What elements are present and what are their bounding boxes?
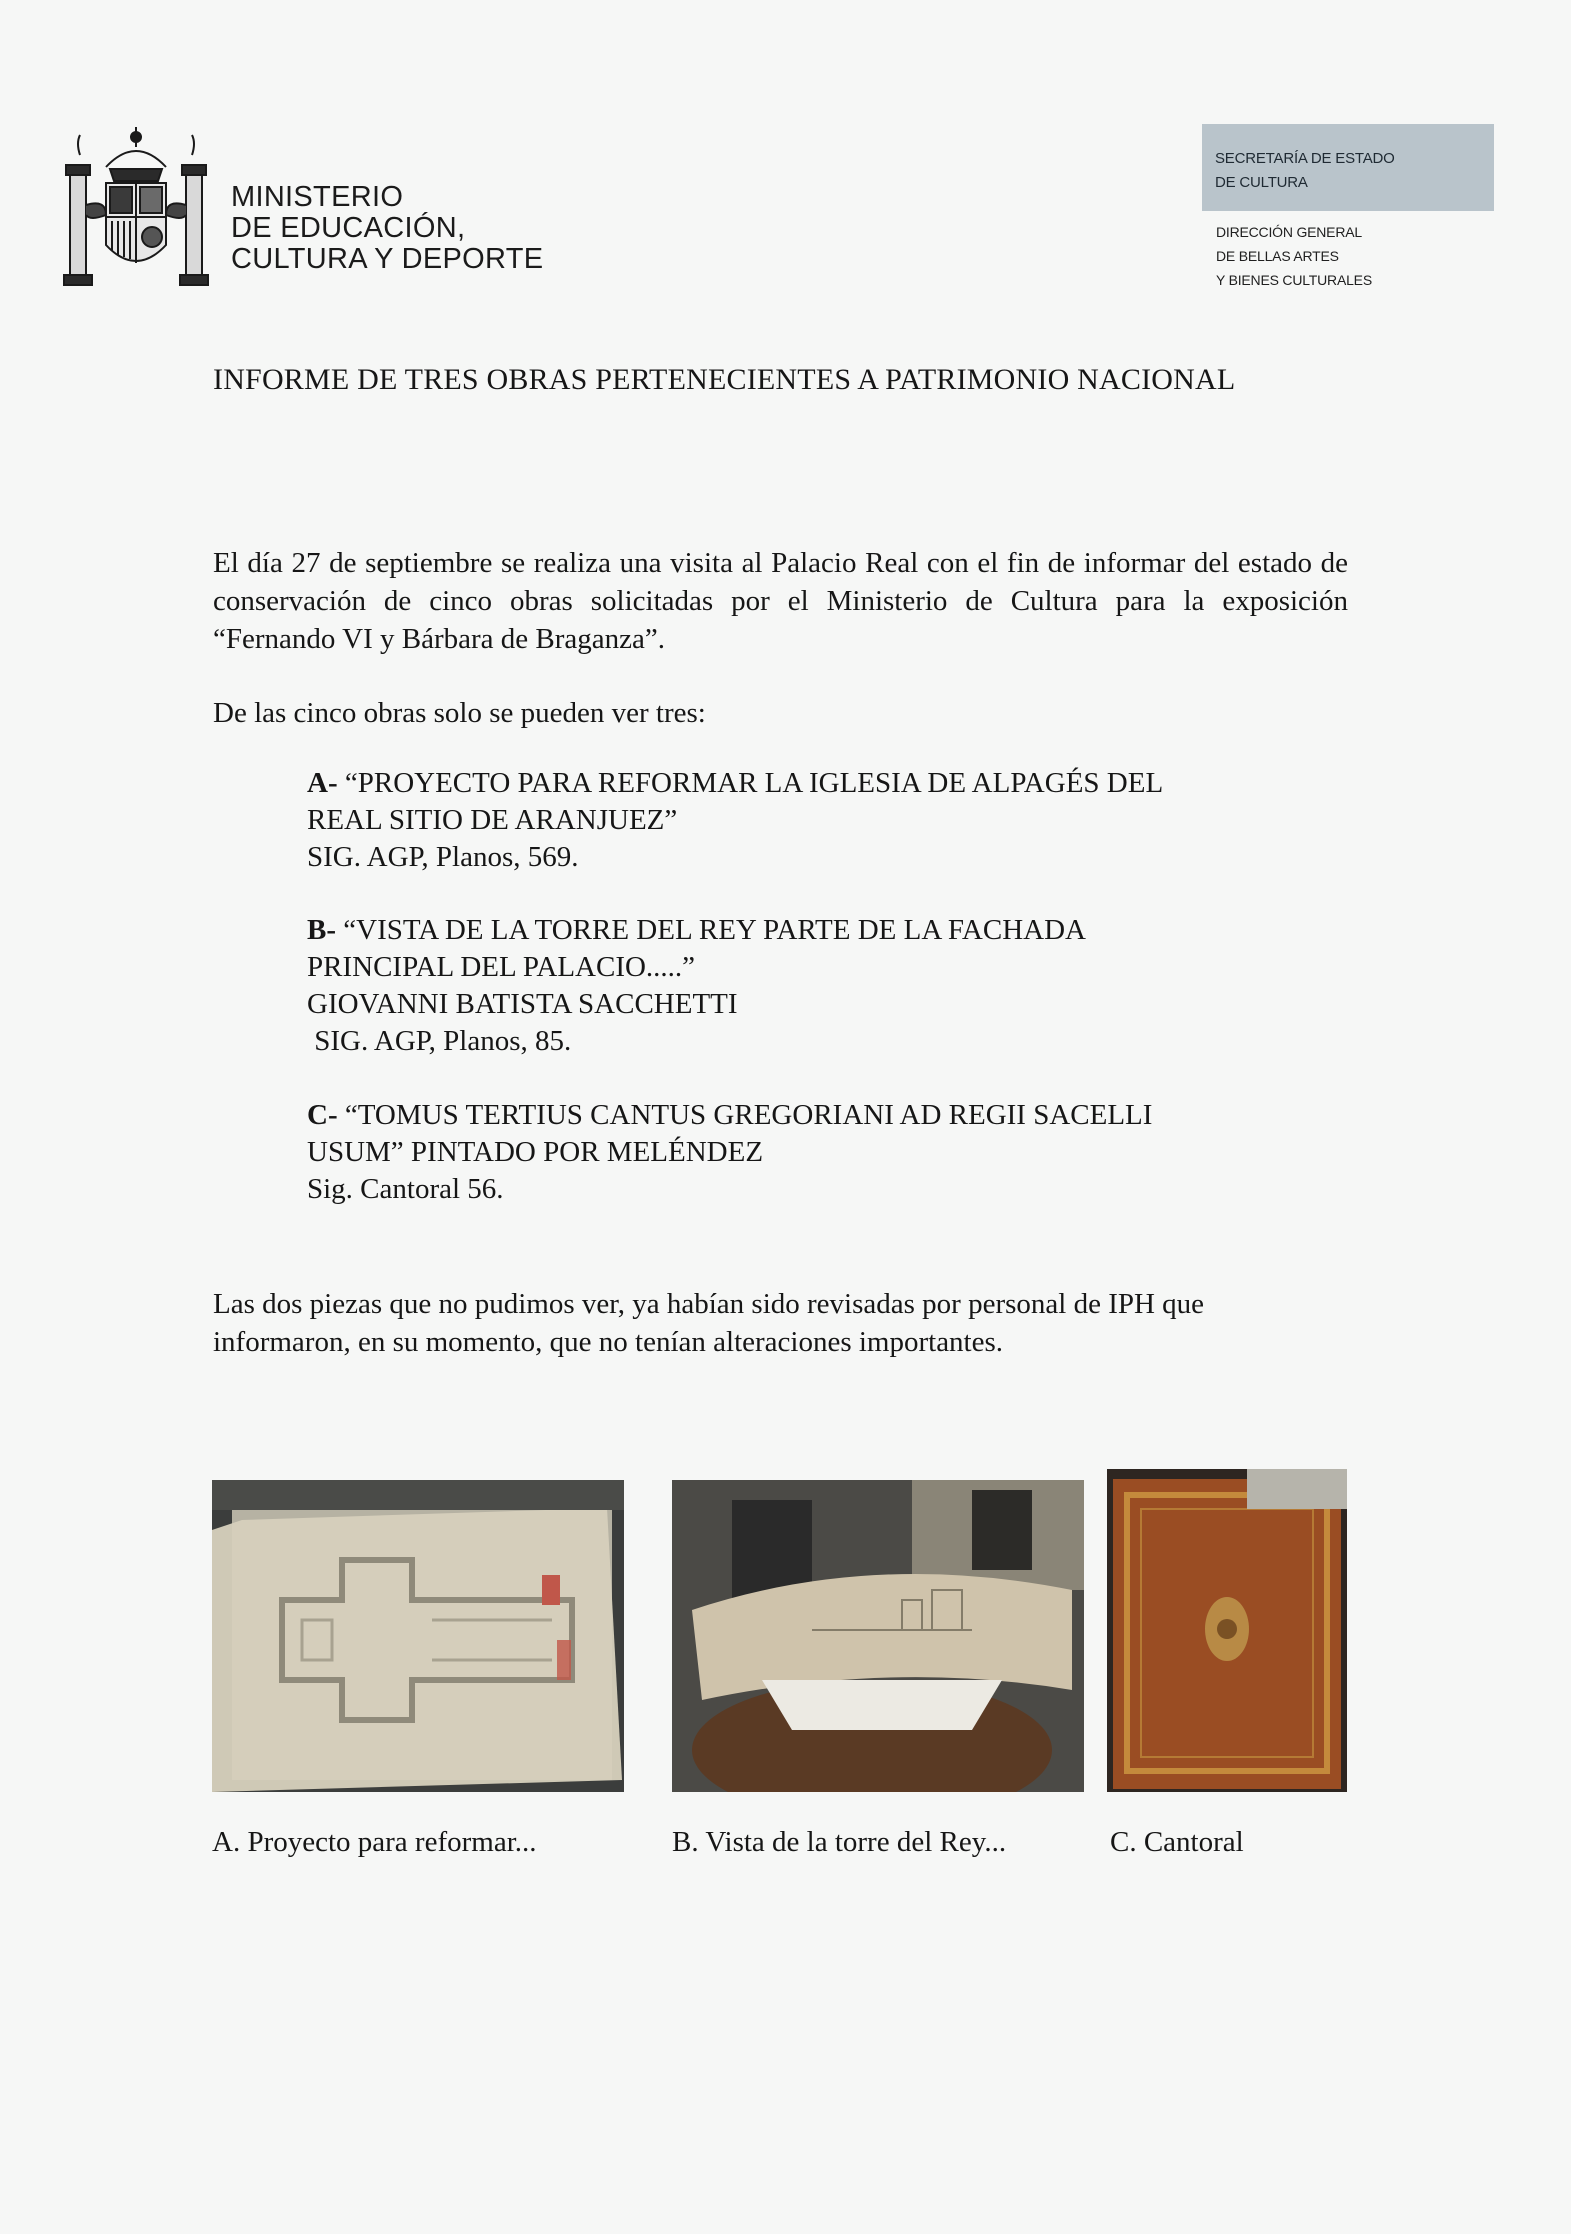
ministry-line: DE EDUCACIÓN, — [231, 212, 466, 244]
photo-architectural-plan — [212, 1480, 624, 1792]
photo-cantoral-book — [1107, 1469, 1347, 1792]
photo-caption-b: B. Vista de la torre del Rey... — [672, 1826, 1007, 1858]
item-letter: A- — [307, 767, 338, 799]
closing-paragraph: Las dos piezas que no pudimos ver, ya habían sido revisadas por personal de IPH que informaron, en su momento, que no tenían alteraciones importantes. — [213, 1288, 1205, 1358]
item-line: Sig. Cantoral 56. — [307, 1173, 504, 1205]
photo-caption-a: A. Proyecto para reformar... — [212, 1826, 537, 1858]
artwork-item-b — [307, 912, 1086, 1060]
secretaria-box — [1202, 124, 1494, 211]
ministry-line: CULTURA Y DEPORTE — [231, 243, 544, 275]
ministry-name — [231, 182, 543, 275]
intro-paragraph: El día 27 de septiembre se realiza una visita al Palacio Real con el fin de informar del estado de conservación de cinco obras solicitadas por el Ministerio de Cultura para la exposición “Fernando VI y Bárbara de Braganza”. — [213, 547, 1348, 655]
document-title: INFORME DE TRES OBRAS PERTENECIENTES A PATRIMONIO NACIONAL — [213, 363, 1236, 396]
item-line: “VISTA DE LA TORRE DEL REY PARTE DE LA FACHADA — [343, 914, 1086, 946]
artwork-item-c — [307, 1097, 1152, 1208]
item-line: REAL SITIO DE ARANJUEZ” — [307, 804, 678, 836]
direccion-general — [1216, 220, 1372, 292]
item-line: “TOMUS TERTIUS CANTUS GREGORIANI AD REGII SACELLI — [344, 1099, 1153, 1131]
secretaria-line: DE CULTURA — [1215, 174, 1308, 191]
direccion-line: Y BIENES CULTURALES — [1216, 272, 1372, 288]
item-line: PRINCIPAL DEL PALACIO.....” — [307, 951, 696, 983]
item-line: “PROYECTO PARA REFORMAR LA IGLESIA DE ALPAGÉS DEL — [344, 767, 1164, 799]
photo-tower-drawing — [672, 1480, 1084, 1792]
artwork-item-a — [307, 765, 1163, 876]
secretaria-line: SECRETARÍA DE ESTADO — [1215, 150, 1395, 167]
direccion-line: DIRECCIÓN GENERAL — [1216, 224, 1362, 240]
item-line: SIG. AGP, Planos, 85. — [307, 1025, 572, 1057]
item-line: USUM” PINTADO POR MELÉNDEZ — [307, 1136, 764, 1168]
item-letter: C- — [307, 1099, 338, 1131]
item-line: GIOVANNI BATISTA SACCHETTI — [307, 988, 738, 1020]
item-line: SIG. AGP, Planos, 569. — [307, 841, 579, 873]
lead-sentence: De las cinco obras solo se pueden ver tres: — [213, 697, 706, 729]
ministry-line: MINISTERIO — [231, 181, 404, 213]
direccion-line: DE BELLAS ARTES — [1216, 248, 1339, 264]
coat-of-arms-icon — [60, 125, 212, 295]
photo-caption-c: C. Cantoral — [1110, 1826, 1244, 1858]
item-letter: B- — [307, 914, 336, 946]
